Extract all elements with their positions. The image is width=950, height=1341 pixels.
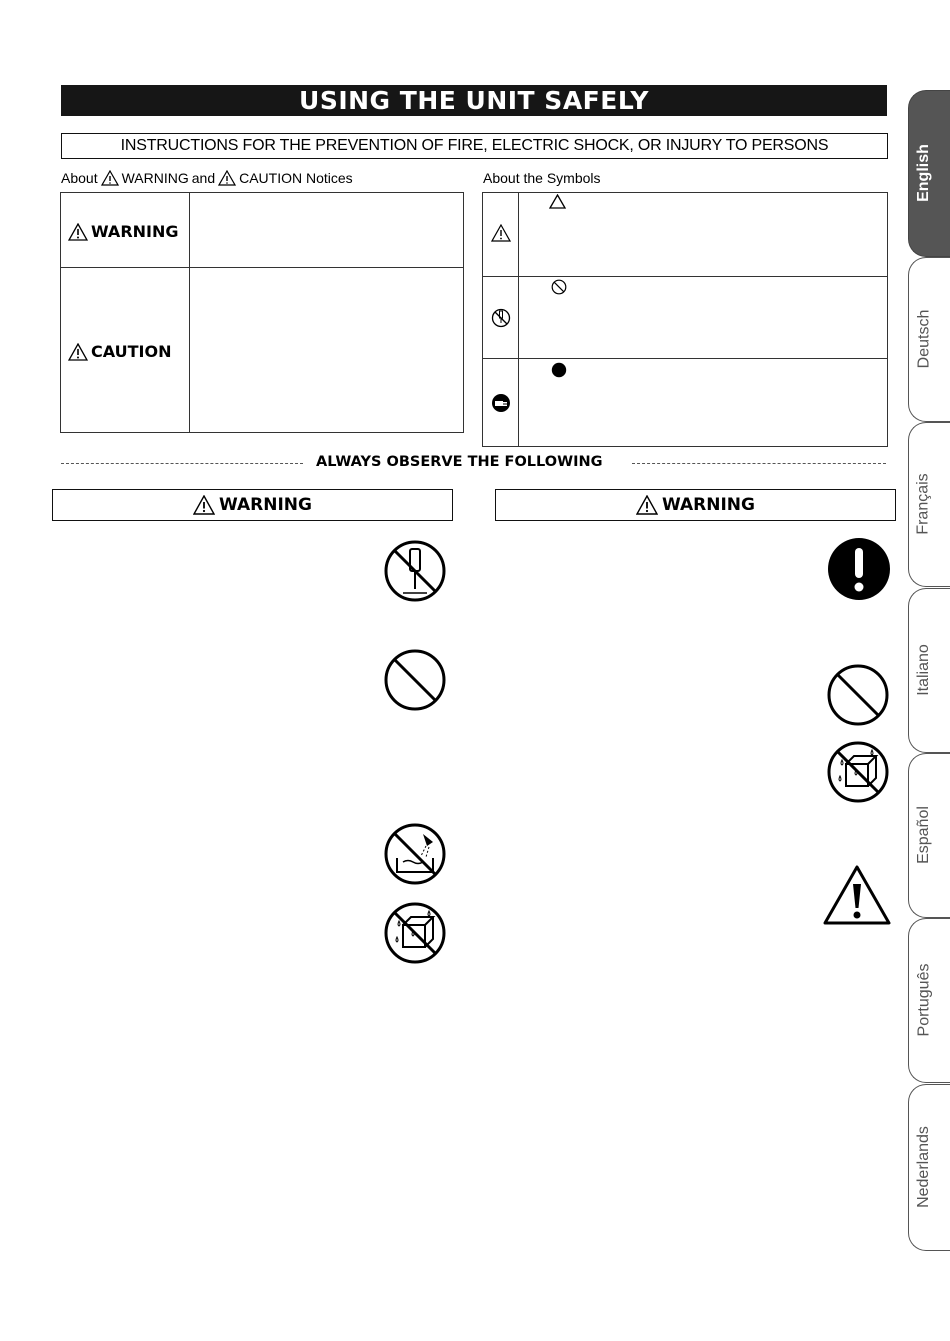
tab-english-label[interactable]: English: [915, 143, 932, 202]
warning-notice-label: WARNING: [68, 222, 179, 241]
page-subtitle: INSTRUCTIONS FOR THE PREVENTION OF FIRE, ELECTRIC SHOCK, OR INJURY TO PERSONS: [61, 133, 888, 159]
warning-triangle-icon: [68, 223, 88, 241]
warning-triangle-icon: [101, 170, 119, 186]
caution-notice-label: CAUTION: [68, 342, 171, 361]
notices-table-divider: [189, 192, 190, 432]
notices-warning-text: WARNING: [121, 170, 189, 186]
left-warning-header: WARNING: [52, 489, 453, 521]
divider-right: [632, 463, 886, 464]
notices-about-text: About: [61, 170, 98, 186]
symbol-no-disassemble-icon: [491, 308, 511, 328]
tab-nederlands-label[interactable]: Nederlands: [915, 1125, 933, 1208]
warning-triangle-icon: [193, 495, 215, 515]
no-wet-hands-icon: [826, 740, 890, 804]
prohibited-outline-icon: [551, 279, 567, 295]
divider-left: [61, 463, 303, 464]
filled-circle-icon: [551, 362, 567, 378]
notices-table-row-divider: [60, 267, 463, 268]
prohibited-icon: [826, 663, 890, 727]
symbols-row-divider-2: [482, 358, 887, 359]
tab-portugues-label[interactable]: Português: [915, 963, 932, 1036]
symbols-row-divider-1: [482, 276, 887, 277]
no-disassemble-icon: [383, 539, 447, 603]
tab-francais-label[interactable]: Français: [915, 472, 933, 535]
no-wet-hands-icon: [383, 901, 447, 965]
caution-triangle-icon: [822, 864, 892, 926]
right-warning-header: WARNING: [495, 489, 896, 521]
mandatory-icon: [827, 537, 891, 601]
no-water-icon: [383, 822, 447, 886]
triangle-outline-icon: [549, 194, 566, 209]
tab-deutsch-label[interactable]: Deutsch: [915, 309, 933, 368]
notices-and-text: and: [191, 170, 216, 186]
notices-caution-text: CAUTION Notices: [239, 170, 353, 186]
tab-espanol-label[interactable]: Español: [915, 805, 933, 864]
caution-triangle-icon: [68, 343, 88, 361]
symbol-triangle-icon: [491, 224, 511, 242]
notices-heading: [61, 170, 353, 186]
symbol-unplug-icon: [491, 393, 511, 413]
symbols-heading: About the Symbols: [483, 170, 601, 186]
symbols-table: [482, 192, 888, 447]
warning-triangle-icon: [636, 495, 658, 515]
tab-italiano-label[interactable]: Italiano: [915, 643, 932, 696]
always-observe-heading: ALWAYS OBSERVE THE FOLLOWING: [316, 454, 603, 470]
symbols-table-divider: [518, 192, 519, 446]
page-title: USING THE UNIT SAFELY: [61, 85, 887, 116]
prohibited-icon: [383, 648, 447, 712]
caution-triangle-small-icon: [218, 170, 236, 186]
